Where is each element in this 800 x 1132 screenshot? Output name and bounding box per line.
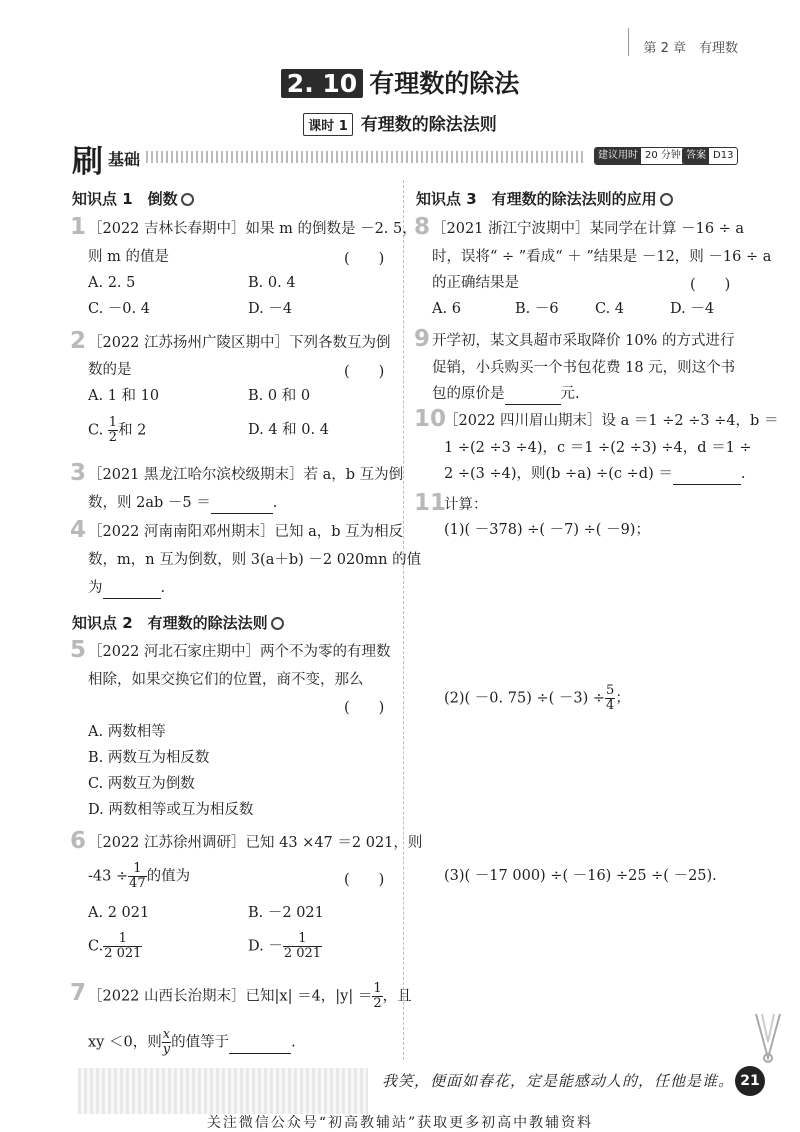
answer-paren: ( ) (344, 364, 385, 380)
q1-option-b: B. 0. 4 (248, 275, 296, 291)
answer-page: D13 (713, 150, 734, 161)
knowledge-point-2 (72, 612, 284, 633)
q1-option-d: D. －4 (248, 301, 293, 317)
q9-line1: 开学初，某文具超市采取降价 10% 的方式进行 (432, 333, 735, 349)
header-divider (628, 28, 629, 56)
answer-blank (673, 464, 741, 485)
suggested-time-label: 建议用时 (595, 148, 641, 164)
question-number: 3 (70, 460, 87, 486)
target-icon (660, 193, 673, 206)
q11-part2: (2)( －0. 75) ÷( －3) ÷ $\frac{5}{4}$ ； (444, 683, 630, 713)
q10-line2: 1 ÷(2 ÷3 ÷4)，c ＝1 ÷(2 ÷3) ÷4，d ＝1 ÷ (444, 440, 752, 456)
q5-line2: 相除，如果交换它们的位置，商不变，那么 (88, 672, 364, 688)
knowledge-point-3 (416, 188, 673, 209)
q5-option-b: B. 两数互为相反数 (88, 750, 210, 766)
target-icon (181, 193, 194, 206)
q1-line1: ［2022 吉林长春期中］如果 m 的倒数是 －2. 5， (88, 221, 417, 237)
q11-part3: (3)( －17 000) ÷( －16) ÷25 ÷( －25). (444, 868, 717, 884)
q4-line1: ［2022 河南南阳邓州期末］已知 a，b 互为相反 (88, 524, 404, 540)
q6-line2: -43 ÷ $\frac{1}{47}$ 的值为 (88, 861, 191, 891)
section-number: 2. 10 (281, 69, 363, 98)
q10-line1: ［2022 四川眉山期末］设 a ＝1 ÷2 ÷3 ÷4，b ＝ (444, 413, 779, 429)
q11-line1: 计算： (444, 497, 488, 513)
question-number: 5 (70, 637, 87, 663)
answer-paren: ( ) (344, 872, 385, 888)
answer-blank (103, 578, 161, 599)
column-divider (403, 180, 404, 1060)
q1-option-a: A. 2. 5 (88, 275, 136, 291)
lesson-badge: 课时 1 (303, 113, 353, 136)
q2-option-c: C. $\frac{1}{2}$ 和 2 (88, 415, 147, 445)
answer-paren: ( ) (344, 251, 385, 267)
q7-line2: xy ＜0，则 $\frac{x}{y}$ 的值等于 . (88, 1027, 296, 1057)
q4-line3: 为 . (88, 578, 165, 599)
suggested-time-value: 20 分钟 (645, 150, 681, 161)
lesson-title (0, 110, 800, 136)
q2-option-d: D. 4 和 0. 4 (248, 422, 329, 438)
question-number: 10 (414, 406, 447, 432)
paperclip-icon (748, 1012, 788, 1064)
question-number: 7 (70, 980, 87, 1006)
q2-line2: 数的是 (88, 362, 132, 378)
answer-paren: ( ) (690, 277, 731, 293)
kp3-text: 知识点 3 有理数的除法法则的应用 (416, 190, 657, 208)
q5-option-c: C. 两数互为倒数 (88, 776, 195, 792)
question-number: 8 (414, 214, 431, 240)
chapter-label: 第 2 章 有理数 (643, 41, 738, 56)
jichu-label: 基础 (108, 150, 141, 169)
question-number: 9 (414, 326, 431, 352)
q6-option-a: A. 2 021 (88, 905, 150, 921)
q8-line3: 的正确结果是 (432, 275, 519, 291)
q6-option-d: D. － $\frac{1}{2 021}$ (248, 931, 322, 961)
q3-line2: 数，则 2ab －5 ＝ . (88, 493, 277, 514)
q6-line1: ［2022 江苏徐州调研］已知 43 ×47 ＝2 021，则 (88, 835, 423, 851)
q1-option-c: C. －0. 4 (88, 301, 150, 317)
lesson-title-text: 有理数的除法法则 (360, 115, 497, 135)
q2-line1: ［2022 江苏扬州广陵区期中］下列各数互为倒 (88, 335, 391, 351)
question-number: 1 (70, 214, 87, 240)
answer-blank (211, 493, 273, 514)
q2-option-b: B. 0 和 0 (248, 388, 311, 404)
q7-line1: ［2022 山西长治期末］已知|x| ＝4，|y| ＝ $\frac{1}{2}$ ，且 (88, 981, 412, 1011)
target-icon (271, 617, 284, 630)
q10-line3: 2 ÷(3 ÷4)，则(b ÷a) ÷(c ÷d) ＝ . (444, 464, 745, 485)
q8-line1: ［2021 浙江宁波期中］某同学在计算 －16 ÷ a (432, 221, 745, 237)
q5-line1: ［2022 河北石家庄期中］两个不为零的有理数 (88, 644, 391, 660)
motto-text: 我笑，便面如春花，定是能感动人的，任他是谁。 (382, 1072, 735, 1090)
answer-blank (505, 384, 561, 405)
q5-option-a: A. 两数相等 (88, 724, 166, 740)
question-number: 6 (70, 828, 87, 854)
q8-option-c: C. 4 (595, 301, 625, 317)
footer-note: 关注微信公众号“初高教辅站”获取更多初高中教辅资料 (206, 1115, 594, 1131)
q8-option-a: A. 6 (432, 301, 461, 317)
decorative-stripe (146, 151, 586, 163)
q5-option-d: D. 两数相等或互为相反数 (88, 802, 254, 818)
question-number: 2 (70, 328, 87, 354)
q2-option-a: A. 1 和 10 (88, 388, 160, 404)
question-number: 11 (414, 490, 447, 516)
q8-line2: 时，误将“ ÷ ”看成“ ＋ ”结果是 －12，则 －16 ÷ a (432, 249, 772, 265)
q1-line2: 则 m 的值是 (88, 249, 169, 265)
section-title-text: 有理数的除法 (369, 69, 520, 98)
faded-text-strip (78, 1068, 368, 1114)
section-title (0, 64, 800, 100)
answer-badge (682, 147, 738, 165)
answer-paren: ( ) (344, 700, 385, 716)
q8-option-d: D. －4 (670, 301, 715, 317)
q6-option-c: C. $\frac{1}{2 021}$ (88, 931, 142, 961)
q3-line1: ［2021 黑龙江哈尔滨校级期末］若 a，b 互为倒 (88, 467, 404, 483)
kp2-text: 知识点 2 有理数的除法法则 (72, 614, 268, 632)
q9-line2: 促销，小兵购买一个书包花费 18 元，则这个书 (432, 360, 736, 376)
question-number: 4 (70, 517, 87, 543)
q8-option-b: B. －6 (515, 301, 559, 317)
knowledge-point-1 (72, 188, 194, 209)
suggested-time-badge (594, 147, 686, 165)
q9-line3: 包的原价是 元. (432, 384, 580, 405)
kp1-text: 知识点 1 倒数 (72, 190, 178, 208)
answer-label: 答案 (683, 148, 709, 164)
answer-blank (229, 1033, 291, 1054)
shua-char: 刷 (72, 144, 103, 180)
q4-line2: 数，m，n 互为倒数，则 3(a＋b) －2 020mn 的值 (88, 552, 422, 568)
q11-part1: (1)( －378) ÷( －7) ÷( －9)； (444, 522, 650, 538)
q6-option-b: B. －2 021 (248, 905, 324, 921)
page-number: 21 (735, 1066, 765, 1096)
